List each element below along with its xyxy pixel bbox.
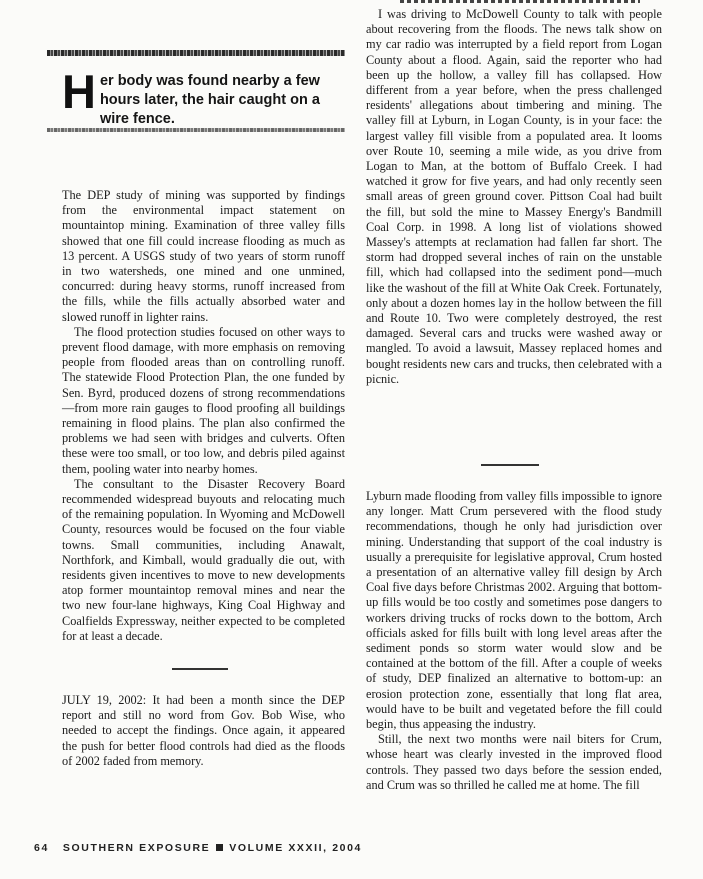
right-column-bottom <box>366 489 662 793</box>
paragraph: Lyburn made flooding from valley fills impossible to ignore any longer. Matt Crum persevered with the flood study recommendations, though he only had jurisdiction over mining. Understanding that support of the coal industry is usually a prerequisite for legislative approval, Crum hosted a presentation of an alternative valley fill design by Arch Coal five days before Christmas 2002. Arguing that bottom-up fills would be too costly and sometimes pose dangers to workers driving trucks of rocks down to the bottom, Arch officials asked for fills built with long level areas after the sediment ponds so storm water would slow and be contained at the bottom of the fill. After a couple of weeks of study, DEP finalized an alternative to bottom-up: an erosion protection zone, essentially that long flat area, would have to be built and vegetated before the fill could begin, thus appeasing the industry. <box>366 489 662 732</box>
paragraph: The flood protection studies focused on other ways to prevent flood damage, with more emphasis on removing people from flooded areas than on controlling runoff. The statewide Flood Protection Plan, the one funded by Sen. Byrd, produced dozens of strong recommendations—from more rain gauges to flood proofing all buildings remaining in flood plains. The plan also confirmed the problems we had seen with bridges and culverts. Often these were too small, or too low, and debris piled against them, pooling water into nearby homes. <box>62 324 345 476</box>
pull-quote-drop-cap: H <box>62 65 96 118</box>
paragraph: The consultant to the Disaster Recovery Board recommended widespread buyouts and relocating much of the remaining population. In Wyoming and McDowell County, resources would be focused on the four viable towns. Small communities, including Anawalt, Northfork, and Kimball, would gradually die out, with residents given incentives to move to new developments atop former mountaintop removal mines and near the two new four-lane highways, King Coal Highway and Coalfields Expressway, neither expected to be completed for at least a decade. <box>62 476 345 643</box>
publication-name: SOUTHERN EXPOSURE <box>62 842 211 854</box>
pull-quote-text: er body was found nearby a few hours later, the hair caught on a wire fence. <box>99 73 320 127</box>
header-decorative-strip <box>400 0 640 3</box>
left-column-top <box>62 188 345 644</box>
paragraph: Still, the next two months were nail biters for Crum, whose heart was clearly invested in the improved flood controls. They passed two days before the session ended, and Crum was so thrilled he called me at home. The fill <box>366 732 662 792</box>
paragraph: The DEP study of mining was supported by findings from the environmental impact statement on mountaintop mining. Examination of three valley fills showed that one fill could increase flooding as much as 13 percent. A USGS study of two years of storm runoff in two watersheds, one mined and one unmined, concurred: during heavy storms, runoff increased from the fills, while the fills actually absorbed water and slowed runoff in lighter rains. <box>62 188 345 324</box>
pull-quote-bottom-rule <box>47 128 345 132</box>
left-column-bottom <box>62 693 345 769</box>
paragraph: JULY 19, 2002: It had been a month since the DEP report and still no word from Gov. Bob Wise, who needed to accept the findings. Once again, it appeared the push for better flood controls had died as the floods of 2002 faded from memory. <box>62 693 345 768</box>
page-number: 64 <box>34 842 49 854</box>
square-bullet-icon <box>216 844 223 851</box>
pull-quote <box>62 65 347 129</box>
volume-info: VOLUME XXXII, 2004 <box>229 842 362 854</box>
pull-quote-top-rule <box>47 50 345 56</box>
paragraph: I was driving to McDowell County to talk with people about recovering from the floods. The news talk show on my car radio was interrupted by a field report from Logan County about a flood. Again, said the reporter who had been up the hollow, a valley fill has collapsed. How different from a year before, when the press challenged residents' allegations about timbering and mining. The valley fill at Lyburn, in Logan County, is in your face: the largest valley fill visible from a populated area. It looms over Route 10, seeming a mile wide, as you drive from Logan to Man, at the bottom of Buffalo Creek. I had watched it grow for five years, and had only recently seen small areas of green ground cover. Pittson Coal had built the fill, but sold the mine to Massey Energy's Bandmill Coal Corp. in 1998. A long list of violations showed Massey's attempts at reclamation had fallen far short. The storm had dropped several inches of rain on the unstable fill, which had collapsed into the sediment pond—much like the washout of the fill at White Oak Creek. Fortunately, only about a dozen homes lay in the hollow between the fill and Route 10. Two were completely destroyed, the rest damaged. Several cars and trucks were washed away or mangled. To avoid a lawsuit, Massey replaced homes and bought residents new cars and trucks, then celebrated with a picnic. <box>366 7 662 386</box>
section-divider <box>172 668 228 670</box>
right-column-top <box>366 7 662 387</box>
page-footer <box>34 842 362 854</box>
section-divider <box>481 464 539 466</box>
